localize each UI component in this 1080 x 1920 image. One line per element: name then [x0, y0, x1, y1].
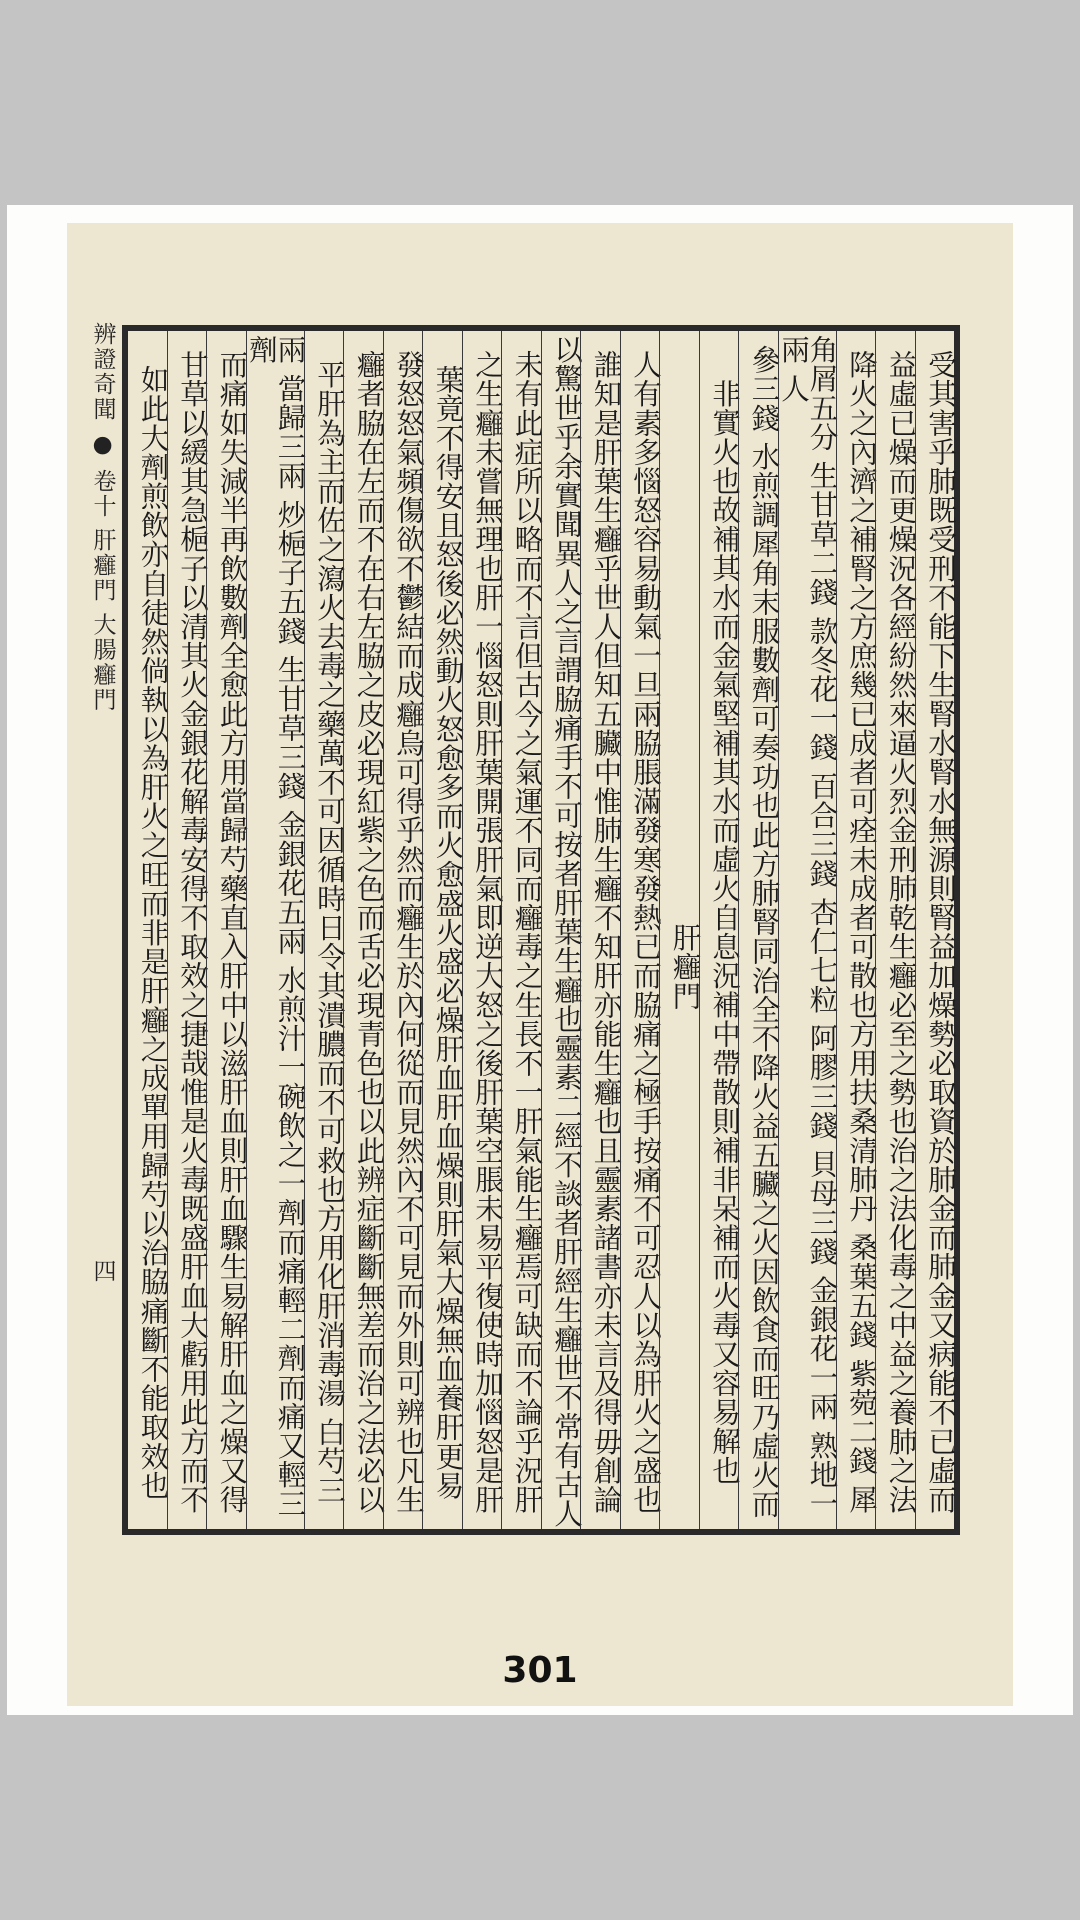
text-column-20: 如此大劑煎飲亦自徒然倘執以為肝火之旺而非是肝癰之成單用歸芍以治脇痛斷不能取效也 [136, 364, 170, 1500]
running-head [88, 322, 118, 1282]
section-heading: 肝癰門 [659, 331, 699, 1529]
running-head-folio: 四 [89, 1259, 116, 1282]
text-column-1: 受其害乎肺既受刑不能下生腎水腎水無源則腎益加燥勢必取資於肺金而肺金又病能不已虛而 [915, 331, 955, 1529]
text-column-3: 降火之內濟之補腎之方庶幾已成者可痊未成者可散也方用扶桑清肺丹 桑葉五錢 紫菀二錢 犀 [836, 331, 876, 1529]
text-columns [128, 331, 957, 1529]
text-column-12: 之生癰未嘗無理也肝一惱怒則肝葉開張肝氣即逆大怒之後肝葉空脹未易平復使時加惱怒是肝 [462, 331, 502, 1529]
page-number: 301 [502, 1650, 578, 1691]
text-column-18: 而痛如失減半再飲數劑全愈此方用當歸芍藥直入肝中以滋肝血則肝血驟生易解肝血之燥又得 [206, 331, 246, 1529]
text-column-10: 以驚世乎余實聞異人之言謂脇痛手不可按者肝葉生癰也靈素二經不談者肝經生癰世不常有古人 [541, 331, 581, 1529]
text-column-4: 角屑五分 生甘草二錢 款冬花一錢 百合三錢 杏仁七粒 阿膠三錢 貝母三錢 金銀花一兩 熟地一兩 人 [778, 331, 836, 1529]
text-column-17: 兩 當歸三兩 炒梔子五錢 生甘草三錢 金銀花五兩 水煎汁一碗飲之一劑而痛輕二劑而痛又輕三劑 [246, 331, 304, 1529]
text-column-9: 誰知是肝葉生癰乎世人但知五臟中惟肺生癰不知肝亦能生癰也且靈素諸書亦未言及得毋創論 [580, 331, 620, 1529]
text-column-5: 參三錢 水煎調犀角末服數劑可奏功也此方肺腎同治全不降火益五臟之火因飲食而旺乃虛火而 [738, 331, 778, 1529]
text-column-6: 非實火也故補其水而金氣堅補其水而虛火自息況補中帶散則補非呆補而火毒又容易解也 [699, 331, 739, 1529]
text-column-8: 人有素多惱怒容易動氣一旦兩脇脹滿發寒發熱已而脇痛之極手按痛不可忍人以為肝火之盛也 [620, 331, 660, 1529]
text-column-2: 益虛已燥而更燥況各經紛然來逼火烈金刑肺乾生癰必至之勢也治之法化毒之中益之養肺之法 [875, 331, 915, 1529]
text-column-19: 甘草以緩其急梔子以清其火金銀花解毒安得不取效之捷哉惟是火毒既盛肝血大虧用此方而不 [167, 331, 207, 1529]
running-head-title: 辨證奇聞 ● 卷十 肝癰門 大腸癰門 [89, 322, 116, 713]
text-column-16: 平肝為主而佐之瀉火去毒之藥萬不可因循時日令其潰膿而不可救也方用化肝消毒湯 白芍三 [304, 331, 344, 1529]
text-column-11: 未有此症所以略而不言但古今之氣運不同而癰毒之生長不一肝氣能生癰焉可缺而不論乎況肝 [501, 331, 541, 1529]
text-column-15: 癰者脇在左而不在右左脇之皮必現紅紫之色而舌必現青色也以此辨症斷斷無差而治之法必以 [343, 331, 383, 1529]
text-column-13: 葉竟不得安且怒後必然動火怒愈多而火愈盛火盛必燥肝血肝血燥則肝氣大燥無血養肝更易 [422, 331, 462, 1529]
text-column-14: 發怒怒氣頻傷欲不鬱結而成癰烏可得乎然而癰生於內何從而見然內不可見而外則可辨也凡生 [383, 331, 423, 1529]
